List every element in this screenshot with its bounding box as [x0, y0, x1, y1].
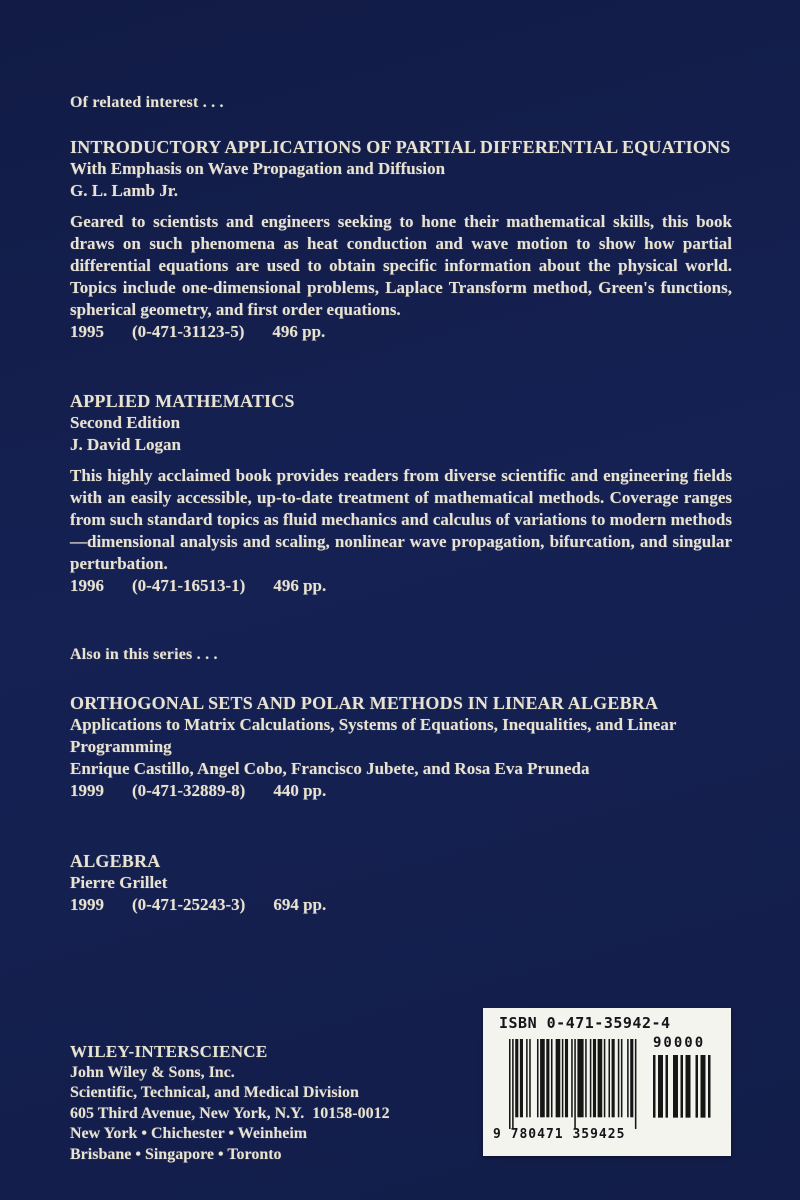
publisher-cities-line1: New York • Chichester • Weinheim [70, 1125, 308, 1142]
publisher-address: 605 Third Avenue, New York, N.Y. 10158-0012 [70, 1104, 390, 1122]
book-description: Geared to scientists and engineers seeking to hone their mathematical skills, this book draws on such phenomena as heat conduction and wave motion to show how partial differential equations are used to obtain specific information about the physical world. Topics include one-dimensional problems, Laplace Transform method, Green's functions, spherical geometry, and first order equations. [70, 212, 732, 319]
book-description: This highly acclaimed book provides readers from diverse scientific and engineering fields with an easily accessible, up-to-date treatment of mathematical methods. Coverage ranges from such standard topics as fluid mechanics and calculus of variations to modern methods—dimensional analysis and scaling, nonlinear wave propagation, bifurcation, and singular perturbation. [70, 466, 732, 573]
pub-isbn: (0-471-31123-5) [132, 322, 245, 341]
publisher-company: John Wiley & Sons, Inc. [70, 1063, 235, 1081]
pub-isbn: (0-471-25243-3) [132, 895, 246, 914]
ean-barcode-bars [509, 1039, 638, 1129]
pub-pages: 496 pp. [272, 322, 326, 341]
pub-year: 1995 [70, 322, 104, 341]
book-author: Pierre Grillet [70, 873, 168, 892]
pub-pages: 440 pp. [273, 781, 327, 800]
related-interest-label: Of related interest . . . [70, 94, 224, 111]
publication-line [70, 321, 732, 343]
book-entry-applied-math [70, 390, 732, 597]
barcode-isbn-label: ISBN 0-471-35942-4 [499, 1014, 671, 1032]
book-author: G. L. Lamb Jr. [70, 181, 179, 200]
pub-isbn: (0-471-32889-8) [132, 781, 246, 800]
book-entry-pde [70, 136, 732, 343]
publisher-imprint: WILEY-INTERSCIENCE [70, 1042, 268, 1061]
book-title: ORTHOGONAL SETS AND POLAR METHODS IN LINEAR ALGEBRA [70, 693, 659, 713]
book-title: ALGEBRA [70, 851, 161, 871]
also-in-series-label: Also in this series . . . [70, 646, 218, 663]
book-entry-orthogonal-sets [70, 692, 732, 802]
pub-year: 1999 [70, 895, 104, 914]
book-title: INTRODUCTORY APPLICATIONS OF PARTIAL DIFFERENTIAL EQUATIONS [70, 137, 731, 157]
publication-line [70, 780, 732, 802]
book-subtitle: Applications to Matrix Calculations, Systems of Equations, Inequalities, and Linear Programming [70, 715, 677, 756]
publisher-division: Scientific, Technical, and Medical Division [70, 1084, 359, 1101]
book-subtitle: With Emphasis on Wave Propagation and Diffusion [70, 159, 446, 178]
book-subtitle: Second Edition [70, 413, 181, 432]
isbn-barcode [483, 1008, 731, 1156]
pub-isbn: (0-471-16513-1) [132, 576, 246, 595]
book-entry-algebra [70, 850, 732, 916]
supplement-barcode-bars [653, 1055, 713, 1127]
book-title: APPLIED MATHEMATICS [70, 391, 295, 411]
barcode-ean-digits: 9 780471 359425 [493, 1127, 626, 1142]
publisher-cities-line2: Brisbane • Singapore • Toronto [70, 1145, 282, 1163]
book-author: J. David Logan [70, 435, 181, 454]
publication-line [70, 575, 732, 597]
book-author: Enrique Castillo, Angel Cobo, Francisco Jubete, and Rosa Eva Pruneda [70, 759, 590, 778]
pub-pages: 694 pp. [273, 895, 327, 914]
pub-year: 1996 [70, 576, 104, 595]
barcode-price-code: 90000 [653, 1035, 706, 1051]
pub-year: 1999 [70, 781, 104, 800]
pub-pages: 496 pp. [273, 576, 327, 595]
publication-line [70, 894, 732, 916]
